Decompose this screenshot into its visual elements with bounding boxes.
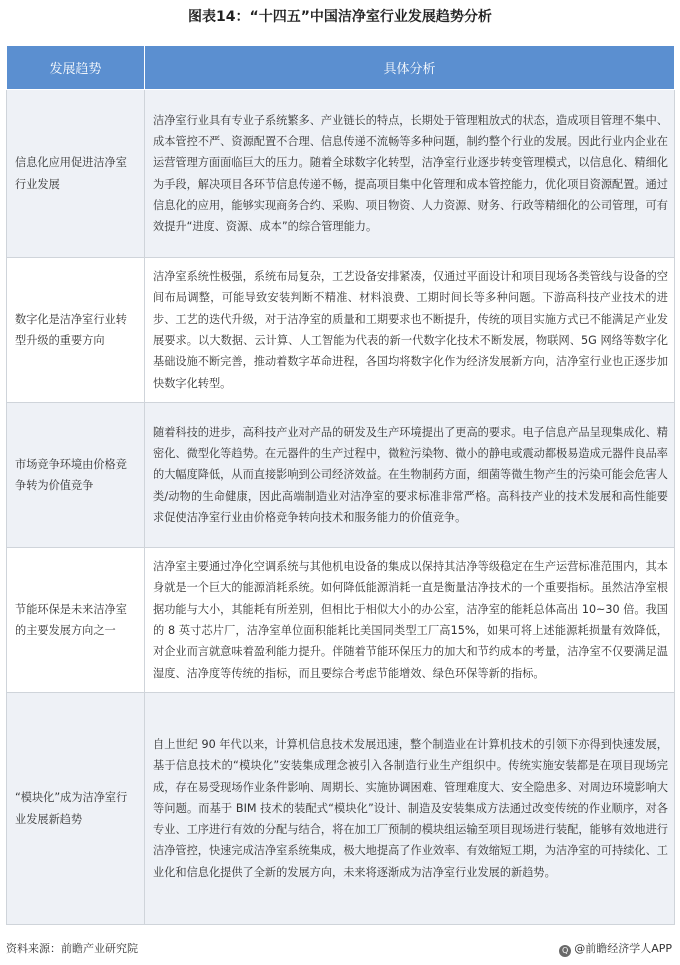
trend-cell: 信息化应用促进洁净室行业发展 — [7, 90, 145, 258]
table-header-row — [7, 46, 675, 90]
analysis-cell: 自上世纪 90 年代以来，计算机信息技术发展迅速，整个制造业在计算机技术的引领下亦得到快速发展，基于信息技术的“模块化”安装集成理念被引入各制造行业生产组织中。传统实施安装都是在项目现场完成，存在易受现场作业条件影响、周期长、实施协调困难、管理难度大、安全隐患多、对周边环境影响大等问题。而基于 BIM 技术的装配式“模块化”设计、制造及安装集成方法通过改变传统的作业顺序，对各专业、工序进行有效的分配与结合，将在加工厂预制的模块组运输至项目现场进行装配，能够有效地进行洁净管控，快速完成洁净室系统集成，极大地提高了作业效率、有效缩短工期，为洁净室的可持续化、工业化和信息化提供了全新的发展方向，未来将逐渐成为洁净室行业发展的新趋势。 — [145, 693, 675, 925]
brand-credit-label: @前瞻经济学人APP — [574, 942, 672, 955]
trend-cell: “模块化”成为洁净室行业发展新趋势 — [7, 693, 145, 925]
table-row — [7, 403, 675, 548]
table-row — [7, 258, 675, 403]
table-row — [7, 693, 675, 925]
analysis-cell: 洁净室行业具有专业子系统繁多、产业链长的特点，长期处于管理粗放式的状态，造成项目管理不集中、成本管控不严、资源配置不合理、信息传递不流畅等多种问题，制约整个行业的发展。因此行业内企业在运营管理方面面临巨大的压力。随着全球数字化转型，洁净室行业逐步转变管理模式，以信息化、精细化为手段，解决项目各环节信息传递不畅，提高项目集中化管理和成本管控能力，优化项目资源配置。通过信息化的应用，能够实现商务合约、采购、项目物资、人力资源、财务、行政等精细化的公司管理，可有效提升“进度、资源、成本”的综合管理能力。 — [145, 90, 675, 258]
table-row — [7, 548, 675, 693]
trend-cell: 节能环保是未来洁净室的主要发展方向之一 — [7, 548, 145, 693]
trend-cell: 市场竞争环境由价格竞争转为价值竞争 — [7, 403, 145, 548]
brand-credit — [559, 940, 672, 957]
analysis-cell: 洁净室系统性极强，系统布局复杂，工艺设备安排紧凑，仅通过平面设计和项目现场各类管线与设备的空间布局调整，可能导致安装判断不精准、材料浪费、工期时间长等多种问题。下游高科技产业技术的进步、工艺的迭代升级，对于洁净室的质量和工期要求也不断提升，传统的项目实施方式已不能满足产业发展要求。以大数据、云计算、人工智能为代表的新一代数字化技术不断发展，物联网、5G 网络等数字化基础设施不断完善，推动着数字革命进程，各国均将数字化作为经济发展新方向，洁净室行业也正逐步加快数字化转型。 — [145, 258, 675, 403]
trend-cell: 数字化是洁净室行业转型升级的重要方向 — [7, 258, 145, 403]
table-row — [7, 90, 675, 258]
source-note: 资料来源：前瞻产业研究院 — [6, 942, 138, 955]
trend-table — [6, 45, 675, 925]
analysis-cell: 随着科技的进步，高科技产业对产品的研发及生产环境提出了更高的要求。电子信息产品呈现集成化、精密化、微型化等趋势。在元器件的生产过程中，微粒污染物、微小的静电或震动都极易造成元器件良品率的大幅度降低，从而直接影响到公司经济效益。在生物制药方面，细菌等微生物产生的污染可能会危害人类/动物的生命健康，因此高端制造业对洁净室的要求标准非常严格。高科技产业的技术发展和高性能要求促使洁净室行业由价格竞争转向技术和服务能力的价值竞争。 — [145, 403, 675, 548]
header-trend: 发展趋势 — [7, 46, 145, 90]
header-analysis: 具体分析 — [145, 46, 675, 90]
brand-logo-icon: Q — [559, 945, 571, 957]
analysis-cell: 洁净室主要通过净化空调系统与其他机电设备的集成以保持其洁净等级稳定在生产运营标准范围内，其本身就是一个巨大的能源消耗系统。如何降低能源消耗一直是衡量洁净技术的一个重要指标。虽然洁净室根据功能与大小，其能耗有所差别，但相比于相似大小的办公室，洁净室的能耗总体高出 10~30 倍。我国的 8 英寸芯片厂，洁净室单位面积能耗比美国同类型工厂高15%，如果可将上述能源耗损量有效降低，对企业而言就意味着盈利能力提升。伴随着节能环保压力的加大和节约成本的考量，洁净室不仅要满足温湿度、洁净度等传统的指标，而且要综合考虑节能增效、绿色环保等新的指标。 — [145, 548, 675, 693]
page-title: 图表14：“十四五”中国洁净室行业发展趋势分析 — [188, 9, 492, 25]
